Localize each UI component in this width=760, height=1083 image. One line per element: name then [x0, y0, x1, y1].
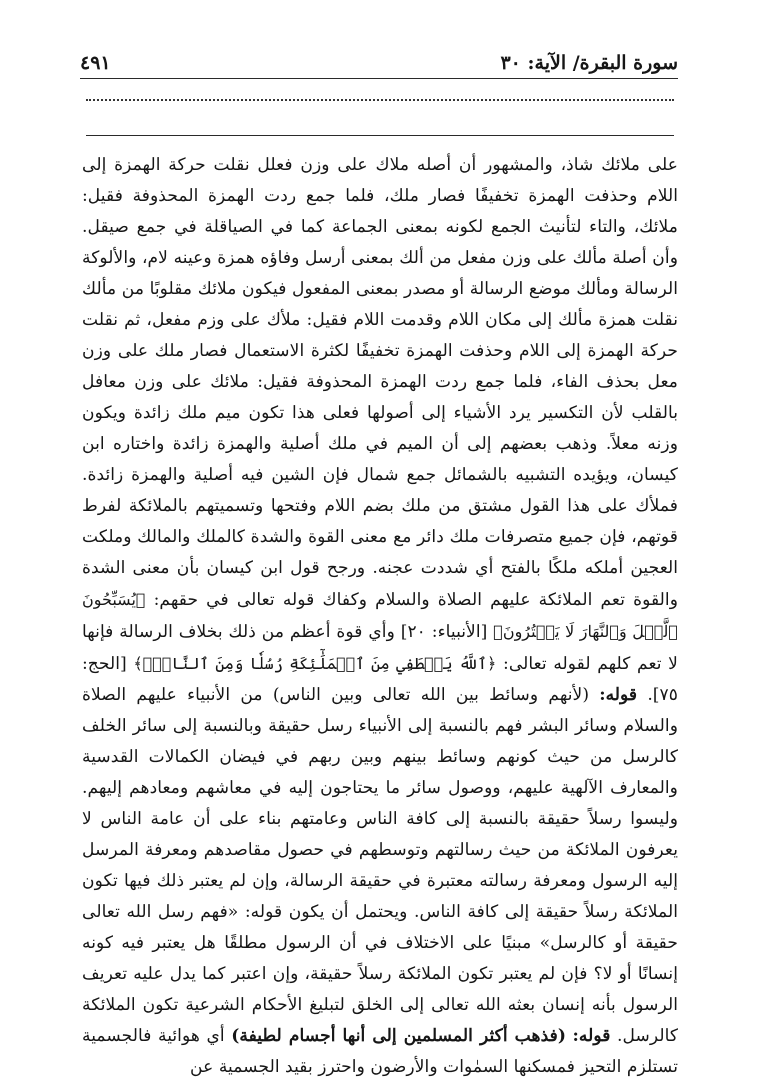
- paragraph-4: أي هوائية فالجسمية تستلزم التحيز فمسكنها السمٰوات والأرضون واحترز بقيد الجسمية عن: [82, 1026, 678, 1077]
- separator-line: [86, 135, 674, 136]
- verse-reference: [الحج: ٧٥].: [82, 654, 678, 705]
- quoted-phrase: (فذهب أكثر المسلمين إلى أنها أجسام لطيفة): [231, 1026, 566, 1046]
- paragraph-2: [الأنبياء: ٢٠] وأي قوة أعظم من ذلك بخلاف الرسالة فإنها لا تعم كلهم لقوله تعالى:: [82, 622, 678, 674]
- page-header: [80, 34, 678, 79]
- commentary-text: [82, 150, 678, 1083]
- running-head: سورة البقرة/ الآية: ٣٠: [500, 52, 678, 74]
- paragraph-1: على ملائك شاذ، والمشهور أن أصله ملاك على وزن فعلل نقلت حركة الهمزة إلى اللام وحذفت الهمزة تخفيفًا فصار ملك، فلما جمع ردت الهمزة المحذوفة فقيل: ملائك، والتاء لتأنيث الجمع لكونه بمعنى الجماعة كما في الصياقلة في جمع صيقل. وأن أصلة مألك على وزن مفعل من ألك بمعنى أرسل وفاؤه همزة وعينه لام، والألوكة الرسالة ومألك موضع الرسالة أو مصدر بمعنى المفعول فيكون ملائك مقلوبًا من مألك نقلت همزة مألك إلى مكان اللام وقدمت اللام فقيل: ملأك على وزم مفعل، ثم نقلت حركة الهمزة إلى اللام وحذفت الهمزة تخفيفًا لكثرة الاستعمال فصار ملك على وزن معل بحذف الفاء، فلما جمع ردت الهمزة المحذوفة فقيل: ملائك على وزن معافل بالقلب لأن التكسير يرد الأشياء إلى أصولها فعلى هذا تكون ميم ملك زائدة ويكون وزنه معلاً. وذهب بعضهم إلى أن الميم في ملك أصلية والهمزة زائدة واختاره ابن كيسان، ويؤيده التشبيه بالشمائل جمع شمال فإن الشين فيه أصلية والهمزة زائدة. فملأك على هذا القول مشتق من ملك بضم اللام وفتحها وتسميتهم بالملائكة لفرط قوتهم، فإن جميع متصرفات ملك دائر مع معنى القوة والشدة كالملك والمالك وملكت العجين أملكه ملكًا بالفتح أي شددت عجنه. ورجح قول ابن كيسان بأن معنى الشدة والقوة تعم الملائكة عليهم الصلاة والسلام وكفاك قوله تعالى في حقهم:: [82, 155, 678, 610]
- paragraph-3: (لأنهم وسائط بين الله تعالى وبين الناس) من الأنبياء عليهم الصلاة والسلام وسائر البشر فهم بالنسبة إلى الأنبياء رسل حقيقة وبالنسبة إلى سائر الخلف كالرسل من حيث كونهم وسائط بينهم وبين ربهم في فيضان الكمالات القدسية والمعارف الآلهية عليهم، ووصول سائر ما يحتاجون إليه في معاشهم ومعادهم إليهم. وليسوا رسلاً حقيقة بالنسبة إلى كافة الناس وعامتهم بناء على أن عامة الناس لا يعرفون الملائكة من حيث رسالتهم وتوسطهم في حصول مقاصدهم ومعرفة المرسل إليه الرسول ومعرفة رسالته معتبرة في حقيقة الرسالة، وإن لم يعتبر ذلك فيها تكون الملائكة رسلاً حقيقة إلى كافة الناس. ويحتمل أن يكون قوله: «فهم رسل الله تعالى حقيقة أو كالرسل» مبنيًا على الاختلاف في أن الرسول مطلقًا هل يعتبر فيه كونه إنسانًا أو لا؟ فإن لم يعتبر تكون الملائكة رسلاً حقيقة، وإن اعتبر كما يدل عليه تعريف الرسول بأنه إنسان بعثه الله تعالى إلى الخلق لتبليغ الأحكام الشرعية تكون الملائكة كالرسل.: [82, 685, 679, 1046]
- dotted-rule: [86, 99, 674, 101]
- keyword-qawluhu-1: قوله:: [599, 685, 638, 705]
- page-number: ٤٩١: [80, 52, 111, 74]
- keyword-qawluhu-2: قوله:: [572, 1026, 611, 1046]
- quran-verse-2: ﴿ٱللَّهُ يَصۡطَفِي مِنَ ٱلۡمَلَٰٓئِكَةِ رُسُلٗا وَمِنَ ٱلنَّاسِۚ﴾: [133, 654, 497, 673]
- quran-verse-1: ﴿يُسَبِّحُونَ ٱلَّيۡلَ وَٱلنَّهَارَ لَا يَفۡتُرُونَ﴾: [82, 590, 679, 641]
